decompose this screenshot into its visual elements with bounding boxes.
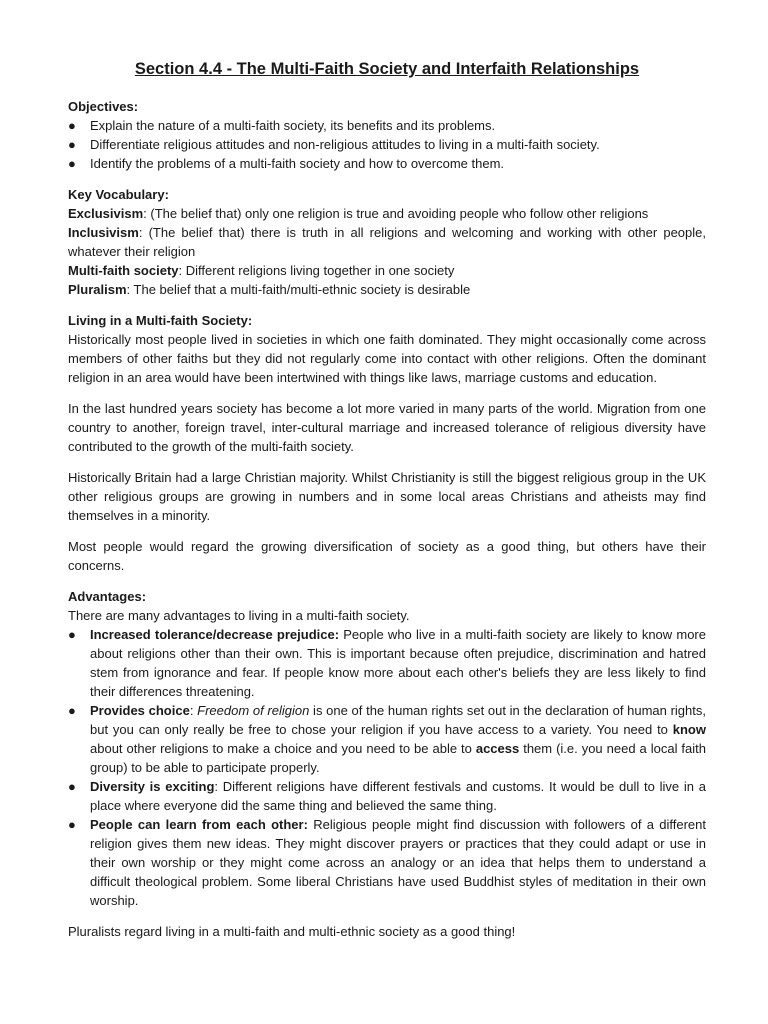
vocab-definition: (The belief that) there is truth in all religions and welcoming and working with other people, whatever their religion bbox=[68, 225, 706, 259]
page-title: Section 4.4 - The Multi-Faith Society and Interfaith Relationships bbox=[134, 60, 640, 78]
advantage-emphasis: Freedom of religion bbox=[197, 703, 310, 718]
advantage-bold: access bbox=[475, 741, 520, 756]
vocab-entry: Exclusivism: (The belief that) only one religion is true and avoiding people who follow other religions bbox=[68, 206, 649, 221]
list-item bbox=[68, 625, 706, 701]
paragraph: Historically Britain had a large Christian majority. Whilst Christianity is still the biggest religious group in the UK other religious groups are growing in numbers and in some local areas Christians and atheists may find themselves in a minority. bbox=[68, 470, 706, 523]
closing-statement: Pluralists regard living in a multi-faith and multi-ethnic society as a good thing! bbox=[68, 924, 516, 939]
bullet-icon: ● bbox=[68, 627, 76, 642]
advantage-text: People who live in a multi-faith society are likely to know more about religions other than their own. This is important because often prejudice, discrimination and hatred stem from ignorance and fear. If people know more about each other's beliefs they are less likely to find their differences threatening. bbox=[90, 627, 706, 699]
objectives-section bbox=[68, 97, 706, 173]
vocabulary-heading: Key Vocabulary: bbox=[68, 187, 169, 202]
objective-text: Identify the problems of a multi-faith society and how to overcome them. bbox=[90, 156, 505, 171]
objective-text: Explain the nature of a multi-faith society, its benefits and its problems. bbox=[90, 118, 496, 133]
advantages-heading: Advantages: bbox=[68, 589, 147, 604]
bullet-icon: ● bbox=[68, 156, 76, 171]
list-item bbox=[68, 777, 706, 815]
vocabulary-section bbox=[68, 185, 706, 299]
advantage-label: Provides choice bbox=[90, 703, 190, 718]
vocab-entry: Multi-faith society: Different religions living together in one society bbox=[68, 263, 455, 278]
bullet-icon: ● bbox=[68, 137, 76, 152]
objectives-list bbox=[68, 116, 706, 173]
vocab-term: Exclusivism bbox=[68, 206, 144, 221]
list-item bbox=[68, 116, 706, 135]
vocab-term: Multi-faith society bbox=[68, 263, 179, 278]
bullet-icon: ● bbox=[68, 779, 76, 794]
vocab-entry: Inclusivism: (The belief that) there is truth in all religions and welcoming and working with other people, whatever their religion bbox=[68, 225, 706, 259]
vocab-term: Pluralism bbox=[68, 282, 127, 297]
living-heading: Living in a Multi-faith Society: bbox=[68, 313, 253, 328]
vocab-term: Inclusivism bbox=[68, 225, 139, 240]
bullet-icon: ● bbox=[68, 817, 76, 832]
advantages-intro: There are many advantages to living in a multi-faith society. bbox=[68, 608, 410, 623]
vocab-definition: The belief that a multi-faith/multi-ethnic society is desirable bbox=[133, 282, 471, 297]
advantages-section bbox=[68, 587, 706, 910]
paragraph: Most people would regard the growing diversification of society as a good thing, but others have their concerns. bbox=[68, 539, 706, 573]
advantage-text: about other religions to make a choice and you need to be able to bbox=[90, 741, 476, 756]
living-section bbox=[68, 311, 706, 575]
bullet-icon: ● bbox=[68, 118, 76, 133]
advantage-text: : Different religions have different festivals and customs. It would be dull to live in a place where everyone did the same thing and believed the same thing. bbox=[90, 779, 706, 813]
advantage-text: Religious people might find discussion with followers of a different religion gives them new ideas. They might discover prayers or practices that they could adapt or use in their own worship or they might come across an analogy or an idea that helps them to understand a difficult theological problem. Some liberal Christians have used Buddhist styles of meditation in their own worship. bbox=[90, 817, 706, 908]
advantages-list bbox=[68, 625, 706, 910]
advantage-label: Diversity is exciting bbox=[90, 779, 215, 794]
list-item bbox=[68, 815, 706, 910]
advantage-text: is one of the human rights set out in the declaration of human rights, but you can only really be free to chose your religion if you have access to a variety. You need to bbox=[90, 703, 706, 737]
objectives-heading: Objectives: bbox=[68, 99, 139, 114]
list-item: ● Provides choice: Freedom of religion is one of the human rights set out in the declaration of human rights, but you can only really be free to chose your religion if you have access to a variety. You need to know about other religions to make a choice and you need to be able to access them (i.e. you need a local faith group) to be able to participate properly. bbox=[68, 703, 706, 775]
paragraph: In the last hundred years society has become a lot more varied in many parts of the world. Migration from one country to another, foreign travel, inter-cultural marriage and increased tolerance of religious diversity have contributed to the growth of the multi-faith society. bbox=[68, 401, 706, 454]
advantage-label: People can learn from each other: bbox=[90, 817, 308, 832]
list-item bbox=[68, 154, 706, 173]
bullet-icon: ● bbox=[68, 703, 76, 718]
vocab-definition: (The belief that) only one religion is true and avoiding people who follow other religions bbox=[150, 206, 649, 221]
advantage-text: them (i.e. you need a local faith group) to be able to participate properly. bbox=[90, 741, 706, 775]
list-item bbox=[68, 135, 706, 154]
paragraph: Historically most people lived in societies in which one faith dominated. They might occasionally come across members of other faiths but they did not regularly come into contact with other religions. Often the dominant religion in an area would have been intertwined with things like laws, marriage customs and education. bbox=[68, 332, 706, 385]
advantage-bold: know bbox=[672, 722, 706, 737]
advantage-label: Increased tolerance/decrease prejudice: bbox=[90, 627, 340, 642]
objective-text: Differentiate religious attitudes and non-religious attitudes to living in a multi-faith society. bbox=[90, 137, 600, 152]
vocab-definition: Different religions living together in one society bbox=[185, 263, 455, 278]
vocab-entry: Pluralism: The belief that a multi-faith/multi-ethnic society is desirable bbox=[68, 282, 471, 297]
